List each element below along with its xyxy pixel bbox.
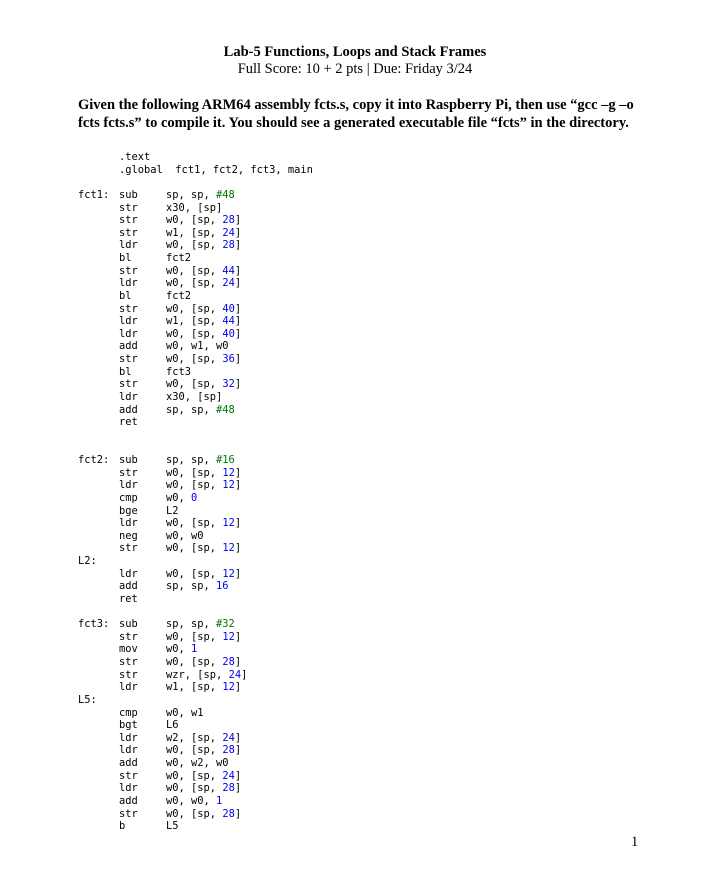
code-operands — [166, 618, 235, 631]
code-instruction: ldr — [119, 731, 138, 744]
operand-text: ] — [234, 214, 242, 227]
code-operands — [166, 568, 241, 581]
page-subtitle: Full Score: 10 + 2 pts | Due: Friday 3/24 — [237, 61, 473, 77]
operand-text: L5 — [166, 820, 179, 833]
code-operands — [166, 479, 241, 492]
code-operands — [166, 517, 241, 530]
code-instruction: sub — [119, 454, 138, 466]
numeric-literal: 40 — [222, 327, 235, 340]
numeric-literal: 12 — [222, 681, 235, 694]
code-instruction: sub — [119, 188, 138, 201]
code-instruction: ldr — [119, 744, 138, 757]
operand-text: x30, [sp] — [166, 201, 223, 214]
numeric-literal: 40 — [222, 302, 235, 315]
code-label: L5: — [78, 693, 97, 706]
numeric-literal: 28 — [222, 807, 235, 820]
code-instruction: bge — [119, 504, 138, 517]
code-instruction: str — [119, 542, 138, 555]
code-operands — [166, 530, 204, 543]
code-directive: .global fct1, fct2, fct3, main — [119, 163, 313, 176]
operand-text: ] — [234, 681, 242, 694]
page-number: 1 — [631, 834, 639, 850]
operand-text: ] — [234, 769, 242, 782]
code-instruction: b — [119, 820, 126, 833]
code-instruction: ldr — [119, 390, 138, 403]
numeric-literal: 32 — [222, 378, 235, 391]
operand-text: w0, [sp, — [166, 656, 223, 668]
operand-text: ] — [234, 378, 242, 391]
code-operands — [166, 719, 179, 732]
operand-text: w0, [sp, — [166, 353, 223, 365]
operand-text: w0, w1 — [166, 706, 204, 719]
code-operands — [166, 656, 241, 669]
code-operands — [166, 391, 222, 404]
code-instruction: add — [119, 403, 138, 416]
numeric-literal: 0 — [191, 491, 198, 504]
operand-text: w0, [sp, — [166, 630, 223, 643]
code-operands — [166, 265, 241, 278]
code-instruction: add — [119, 340, 138, 353]
operand-text: ] — [234, 744, 242, 757]
code-operands — [166, 277, 241, 290]
numeric-literal: 16 — [216, 580, 229, 593]
operand-text: w0, [sp, — [166, 517, 223, 530]
operand-text: ] — [234, 466, 242, 479]
code-operands — [166, 707, 204, 720]
numeric-literal: 24 — [222, 769, 235, 782]
numeric-literal: 28 — [222, 214, 235, 227]
code-instruction: str — [119, 656, 138, 668]
code-instruction: bl — [119, 289, 132, 302]
code-instruction: sub — [119, 618, 138, 631]
operand-text: w0, [sp, — [166, 807, 223, 820]
operand-text: sp, sp, — [166, 618, 217, 631]
operand-text: w0, [sp, — [166, 302, 223, 315]
code-instruction: mov — [119, 643, 138, 656]
operand-text: w1, [sp, — [166, 681, 223, 694]
numeric-literal: 12 — [222, 466, 235, 479]
numeric-literal: 12 — [222, 567, 235, 580]
operand-text: ] — [234, 239, 242, 252]
operand-text: ] — [234, 567, 242, 580]
operand-text: ] — [234, 782, 242, 795]
code-instruction: add — [119, 580, 138, 593]
operand-text: sp, sp, — [166, 403, 217, 416]
code-operands — [166, 454, 235, 467]
code-instruction: str — [119, 214, 138, 227]
code-instruction: str — [119, 201, 138, 214]
numeric-literal: 12 — [222, 630, 235, 643]
code-operands — [166, 340, 229, 353]
operand-text: wzr, [sp, — [166, 668, 229, 681]
operand-text: w0, [sp, — [166, 378, 223, 391]
operand-text: ] — [234, 731, 242, 744]
operand-text: w0, [sp, — [166, 277, 223, 290]
numeric-literal: 28 — [222, 782, 235, 795]
code-operands — [166, 404, 235, 417]
code-operands — [166, 467, 241, 480]
operand-text: w0, [sp, — [166, 466, 223, 479]
code-instruction: bgt — [119, 719, 138, 732]
operand-text: ] — [234, 277, 242, 290]
code-instruction: ldr — [119, 567, 138, 580]
code-operands — [166, 744, 241, 757]
code-instruction: bl — [119, 252, 132, 264]
code-operands — [166, 239, 241, 252]
operand-text: w0, — [166, 643, 192, 656]
code-operands — [166, 227, 241, 240]
code-operands — [166, 328, 241, 341]
code-instruction: ldr — [119, 327, 138, 340]
code-instruction: ret — [119, 592, 138, 605]
operand-text: L2 — [166, 504, 179, 517]
code-operands — [166, 378, 241, 391]
numeric-literal: 28 — [222, 656, 235, 668]
code-label: fct3: — [78, 618, 110, 631]
code-operands — [166, 669, 247, 682]
code-operands — [166, 580, 229, 593]
operand-text: ] — [241, 668, 248, 681]
code-operands — [166, 366, 191, 379]
code-instruction: str — [119, 630, 138, 643]
numeric-literal: 24 — [222, 226, 235, 239]
code-operands — [166, 492, 197, 505]
page-title: Lab-5 Functions, Loops and Stack Frames — [223, 44, 487, 60]
operand-text: ] — [234, 302, 242, 315]
operand-text: x30, [sp] — [166, 390, 223, 403]
code-instruction: str — [119, 668, 138, 681]
code-instruction: cmp — [119, 491, 138, 504]
operand-text: w0, [sp, — [166, 744, 223, 757]
code-instruction: add — [119, 757, 138, 769]
operand-text: w0, [sp, — [166, 782, 223, 795]
immediate-value: #48 — [216, 188, 235, 201]
code-operands — [166, 820, 179, 833]
numeric-literal: 12 — [222, 542, 235, 555]
code-label: L2: — [78, 555, 97, 567]
code-instruction: str — [119, 302, 138, 315]
operand-text: w0, w0, — [166, 794, 217, 807]
operand-text: w0, [sp, — [166, 327, 223, 340]
code-directive: .text — [119, 151, 151, 163]
numeric-literal: 44 — [222, 315, 235, 328]
code-label: fct2: — [78, 454, 110, 466]
numeric-literal: 24 — [222, 731, 235, 744]
code-instruction: str — [119, 226, 138, 239]
code-instruction: ldr — [119, 239, 138, 252]
code-operands — [166, 505, 179, 518]
operand-text: fct3 — [166, 365, 192, 378]
operand-text: w0, [sp, — [166, 239, 223, 252]
operand-text: ] — [234, 327, 242, 340]
code-instruction: str — [119, 466, 138, 479]
numeric-literal: 24 — [222, 277, 235, 290]
intro-paragraph: Given the following ARM64 assembly fcts.s, copy it into Raspberry Pi, then use “gcc –g –o fcts fcts.s” to compile it. You should see a generated executable file “fcts” in the directory. — [78, 97, 634, 131]
code-instruction: bl — [119, 365, 132, 378]
code-instruction: ldr — [119, 479, 138, 492]
operand-text: ] — [234, 630, 242, 643]
operand-text: ] — [234, 315, 242, 328]
immediate-value: #32 — [216, 618, 235, 631]
code-operands — [166, 353, 241, 366]
operand-text: ] — [234, 353, 242, 365]
code-operands — [166, 303, 241, 316]
operand-text: ] — [234, 264, 242, 277]
code-label: fct1: — [78, 188, 110, 201]
code-instruction: str — [119, 769, 138, 782]
code-instruction: cmp — [119, 706, 138, 719]
operand-text: w0, [sp, — [166, 567, 223, 580]
numeric-literal: 28 — [222, 744, 235, 757]
numeric-literal: 28 — [222, 239, 235, 252]
immediate-value: #16 — [216, 454, 235, 466]
code-instruction: add — [119, 794, 138, 807]
code-instruction: ldr — [119, 277, 138, 290]
code-operands — [166, 770, 241, 783]
code-operands — [166, 214, 241, 227]
code-operands — [166, 681, 241, 694]
numeric-literal: 1 — [191, 643, 198, 656]
code-instruction: str — [119, 353, 138, 365]
code-operands — [166, 290, 191, 303]
operand-text: w0, w0 — [166, 529, 204, 542]
numeric-literal: 36 — [222, 353, 235, 365]
code-operands — [166, 808, 241, 821]
code-instruction: ldr — [119, 782, 138, 795]
code-operands — [166, 315, 241, 328]
operand-text: ] — [234, 479, 242, 492]
code-instruction: str — [119, 378, 138, 391]
code-operands — [166, 252, 191, 265]
operand-text: w1, [sp, — [166, 226, 223, 239]
code-operands — [166, 757, 229, 770]
operand-text: w0, w2, w0 — [166, 757, 229, 769]
code-instruction: ldr — [119, 517, 138, 530]
operand-text: fct2 — [166, 289, 192, 302]
operand-text: L6 — [166, 719, 179, 732]
code-instruction: str — [119, 807, 138, 820]
code-operands — [166, 189, 235, 202]
numeric-literal: 12 — [222, 479, 235, 492]
operand-text: w0, — [166, 491, 192, 504]
code-operands — [166, 782, 241, 795]
numeric-literal: 1 — [216, 794, 223, 807]
operand-text: ] — [234, 656, 242, 668]
numeric-literal: 12 — [222, 517, 235, 530]
code-operands — [166, 631, 241, 644]
numeric-literal: 44 — [222, 264, 235, 277]
operand-text: w0, [sp, — [166, 769, 223, 782]
operand-text: w0, [sp, — [166, 214, 223, 227]
code-instruction: neg — [119, 529, 138, 542]
code-operands — [166, 732, 241, 745]
operand-text: ] — [234, 807, 242, 820]
code-instruction: ldr — [119, 315, 138, 328]
operand-text: w0, [sp, — [166, 479, 223, 492]
operand-text: sp, sp, — [166, 454, 217, 466]
immediate-value: #48 — [216, 403, 235, 416]
code-instruction: ldr — [119, 681, 138, 694]
operand-text: ] — [234, 226, 242, 239]
operand-text: ] — [234, 517, 242, 530]
code-instruction: str — [119, 264, 138, 277]
code-operands — [166, 542, 241, 555]
code-instruction: ret — [119, 416, 138, 429]
code-operands — [166, 643, 197, 656]
operand-text: w0, [sp, — [166, 542, 223, 555]
code-operands — [166, 202, 222, 215]
operand-text: w1, [sp, — [166, 315, 223, 328]
operand-text: fct2 — [166, 252, 192, 264]
operand-text: w0, [sp, — [166, 264, 223, 277]
code-operands — [166, 795, 222, 808]
operand-text: sp, sp, — [166, 580, 217, 593]
operand-text: sp, sp, — [166, 188, 217, 201]
numeric-literal: 24 — [228, 668, 242, 681]
operand-text: ] — [234, 542, 242, 555]
operand-text: w0, w1, w0 — [166, 340, 229, 353]
operand-text: w2, [sp, — [166, 731, 223, 744]
